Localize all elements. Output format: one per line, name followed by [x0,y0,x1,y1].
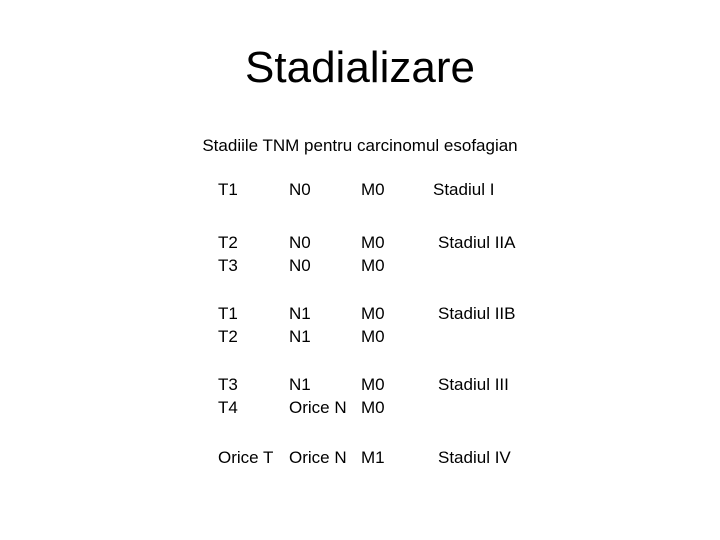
stage-cell: Stadiul III [438,375,509,394]
n-cell: N1 N1 [289,304,311,346]
t-cell: T3 T4 [218,375,238,417]
m-cell: M0 M0 [361,304,385,346]
stage-cell: Stadiul IIB [438,304,516,323]
stage-cell: Stadiul IIA [438,233,516,252]
n-cell: N0 [289,180,311,199]
n-cell: N1 Orice N [289,375,347,417]
slide-title: Stadializare [245,43,475,92]
slide-subtitle: Stadiile TNM pentru carcinomul esofagian [202,136,518,155]
t-cell: T2 T3 [218,233,238,275]
m-cell: M0 M0 [361,375,385,417]
m-cell: M0 [361,180,385,199]
stage-cell: Stadiul IV [438,448,511,467]
m-cell: M1 [361,448,385,467]
t-cell: Orice T [218,448,274,467]
n-cell: N0 N0 [289,233,311,275]
n-cell: Orice N [289,448,347,467]
t-cell: T1 [218,180,238,199]
stage-cell: Stadiul I [433,180,495,199]
t-cell: T1 T2 [218,304,238,346]
m-cell: M0 M0 [361,233,385,275]
